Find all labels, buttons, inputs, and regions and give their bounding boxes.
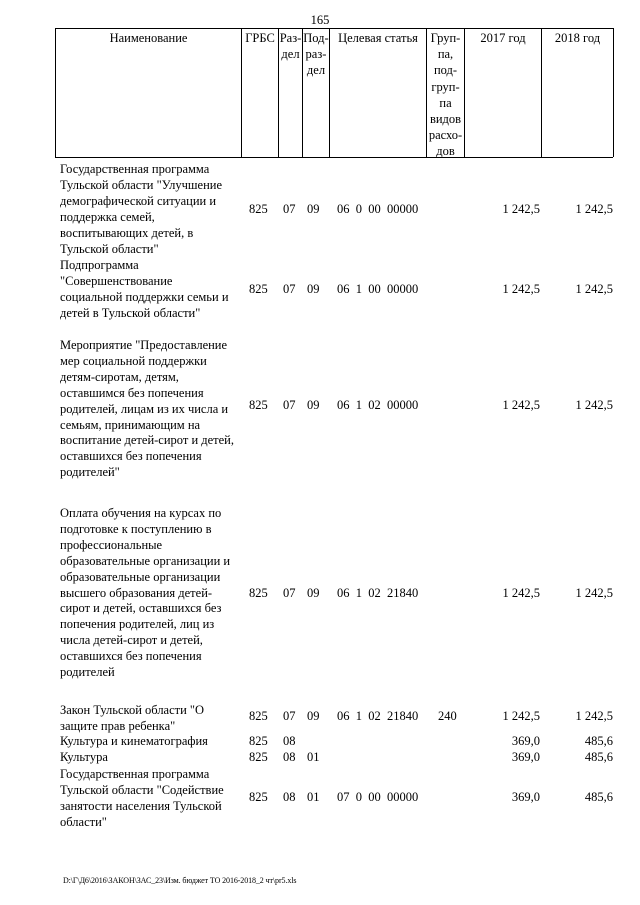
header-podrazdel-line: раз- [305,47,327,62]
cell-rz: 07 [283,398,296,412]
col-border [241,28,242,157]
cell-rz: 07 [283,709,296,723]
header-top-border [55,28,613,29]
row-name-line: воспитание детей-сирот и детей, [60,433,234,448]
row-name-line: высшего образования детей- [60,585,213,600]
row-name-line: воспитывающих детей, в [60,225,194,240]
row-name-line: Тульской области "Содействие [60,782,224,797]
row-name-line: числа детей-сирот и детей, [60,633,203,648]
header-razdel-line: дел [281,47,300,62]
cell-pr: 01 [307,790,320,804]
row-name-line: защите прав ребенка" [60,718,176,733]
cell-rz: 07 [283,282,296,296]
row-name-line: детям-сиротам, детям, [60,369,179,384]
cell-v2017: 1 242,5 [502,709,540,723]
cell-v2017: 1 242,5 [502,282,540,296]
cell-cs: 06 1 02 21840 [337,586,419,600]
row-name-line: Тульской области "Улучшение [60,177,223,192]
cell-vr: 240 [438,709,457,723]
row-name-line: профессиональные [60,537,163,552]
col-border [329,28,330,157]
header-2017: 2017 год [480,31,526,45]
row-name-line: Мероприятие "Предоставление [60,338,228,352]
row-name-line: семьям, принимающим на [60,417,201,432]
header-2018: 2018 год [554,31,601,45]
cell-grbs: 825 [249,202,268,216]
cell-grbs: 825 [249,709,268,723]
cell-v2018: 485,6 [584,734,613,748]
row-name-line: области" [60,814,107,829]
header-podrazdel-line: дел [306,63,326,78]
row-name-line: родителей" [60,465,120,480]
row-name-line: попечения родителей, лиц из [60,617,215,632]
cell-v2017: 1 242,5 [502,586,540,600]
header-bottom-border [55,157,613,158]
cell-v2017: 369,0 [511,750,540,764]
cell-v2017: 369,0 [511,790,540,804]
header-name: Наименование [109,31,188,45]
header-razdel-line: Раз- [279,31,302,45]
col-border [541,28,542,157]
row-name-line: оставшимся без попечения [60,385,204,400]
row-name-line: Государственная программа [60,162,210,176]
row-name-line: мер социальной поддержки [60,353,207,368]
header-podrazdel-line: Под- [303,31,329,45]
header-gruppa-line: под- [433,63,458,78]
row-name-line: образовательные организации и [60,553,231,568]
cell-v2018: 1 242,5 [575,202,613,216]
cell-cs: 06 1 00 00000 [337,282,419,296]
page-number: 165 [310,13,330,27]
row-name-line: подготовке к поступлению в [60,521,212,536]
cell-v2017: 369,0 [511,734,540,748]
row-name-line: социальной поддержки семьи и [60,289,229,304]
cell-cs: 06 1 02 21840 [337,709,419,723]
row-name-line: оставшихся без попечения [60,449,202,464]
cell-pr: 09 [307,282,320,296]
row-name-line: "Совершенствование [60,273,173,288]
col-border [55,28,56,157]
cell-v2018: 1 242,5 [575,282,613,296]
cell-grbs: 825 [249,586,268,600]
row-name-line: образовательные организации [60,569,221,584]
header-gruppa-line: видов [429,112,462,127]
header-gruppa-line: расхо- [428,128,463,143]
col-border [613,28,614,157]
cell-pr: 09 [307,709,320,723]
cell-pr: 01 [307,750,320,764]
cell-pr: 09 [307,398,320,412]
header-gruppa-line: Груп- [430,31,461,45]
row-name-line: поддержка семей, [60,209,155,224]
header-gruppa-line: груп- [431,79,460,94]
header-grbs: ГРБС [245,31,275,45]
cell-rz: 08 [283,734,296,748]
row-name-line: демографической ситуации и [60,193,217,208]
cell-rz: 07 [283,202,296,216]
row-name-line: Оплата обучения на курсах по [60,506,222,520]
cell-v2018: 485,6 [584,750,613,764]
header-gruppa-line: па, [437,47,454,62]
cell-pr: 09 [307,586,320,600]
cell-rz: 07 [283,586,296,600]
row-name-line: родителей [60,665,115,679]
cell-cs: 06 1 02 00000 [337,398,419,412]
cell-rz: 08 [283,790,296,804]
row-name-line: Культура [60,750,108,764]
cell-grbs: 825 [249,734,268,748]
row-name-line: сирот и детей, оставшихся без [60,601,222,616]
cell-cs: 07 0 00 00000 [337,790,419,804]
row-name-line: Закон Тульской области "О [60,703,205,717]
cell-grbs: 825 [249,282,268,296]
cell-v2018: 1 242,5 [575,398,613,412]
header-podrazdel [303,30,329,79]
row-name-line: оставшихся без попечения [60,649,202,664]
header-gruppa-line: дов [436,144,455,159]
cell-v2018: 485,6 [584,790,613,804]
cell-v2018: 1 242,5 [575,586,613,600]
cell-cs: 06 0 00 00000 [337,202,419,216]
cell-v2017: 1 242,5 [502,202,540,216]
row-name-line: Подпрограмма [60,258,139,272]
row-name-line: Культура и кинематография [60,734,208,748]
col-border [464,28,465,157]
cell-grbs: 825 [249,750,268,764]
row-name-line: Тульской области" [60,241,159,256]
cell-v2018: 1 242,5 [575,709,613,723]
cell-pr: 09 [307,202,320,216]
cell-v2017: 1 242,5 [502,398,540,412]
file-path-footer: D:\Г\Д6\2016\ЗАКОН\ЗАС_23\Изм. бюджет ТО 2016-2018_2 чт\pr5.xls [63,876,297,885]
header-gruppa [427,30,464,160]
header-razdel [279,30,302,62]
header-tselevaya: Целевая статья [338,31,418,45]
cell-grbs: 825 [249,790,268,804]
row-name-line: занятости населения Тульской [60,798,222,813]
cell-rz: 08 [283,750,296,764]
row-name-line: детей в Тульской области" [60,305,201,320]
header-gruppa-line: па [439,95,452,110]
cell-grbs: 825 [249,398,268,412]
row-name-line: Государственная программа [60,767,210,781]
row-name-line: родителей, лицам из их числа и [60,401,229,416]
